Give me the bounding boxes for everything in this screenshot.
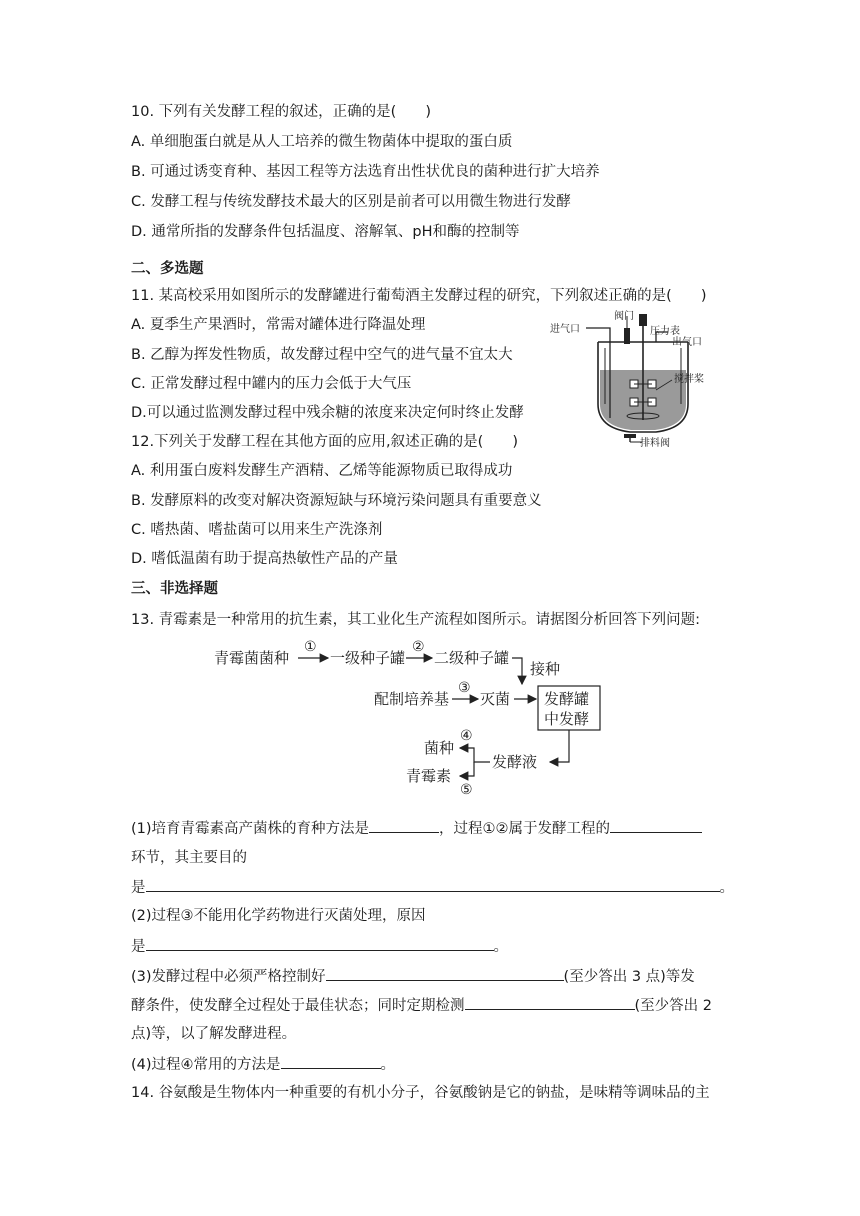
q10-option-d: D. 通常所指的发酵条件包括温度、溶解氧、pH和酶的控制等 xyxy=(131,224,520,240)
flow-step-2: ② xyxy=(412,639,425,655)
answer-blank-7[interactable] xyxy=(281,1054,381,1069)
flow-medium: 配制培养基 xyxy=(374,690,450,708)
flow-step-5: ⑤ xyxy=(460,782,473,798)
q10-stem: 10. 下列有关发酵工程的叙述，正确的是( ) xyxy=(131,104,431,120)
label-outlet: 出气口 xyxy=(672,337,702,348)
flow-step-1: ① xyxy=(304,639,317,655)
answer-blank-1[interactable] xyxy=(369,818,439,833)
flow-ferment-line1: 发酵罐 xyxy=(544,690,590,708)
q13-part3-line3: 点)等，以了解发酵进程。 xyxy=(131,1026,297,1042)
q13-part2-line1: (2)过程③不能用化学药物进行灭菌处理，原因 xyxy=(131,908,426,924)
answer-blank-4[interactable] xyxy=(146,936,494,951)
fermenter-figure xyxy=(550,308,740,450)
label-stirrer: 搅拌桨 xyxy=(674,374,704,385)
flow-inoculate: 接种 xyxy=(530,660,561,678)
flow-ferment-line2: 中发酵 xyxy=(544,710,590,728)
answer-blank-5[interactable] xyxy=(326,966,564,981)
label-inlet: 进气口 xyxy=(550,324,580,335)
q13-part3-line2: 酵条件，使发酵全过程处于最佳状态；同时定期检测 (至少答出 2 xyxy=(131,995,712,1016)
answer-blank-2[interactable] xyxy=(610,818,702,833)
q10-option-c: C. 发酵工程与传统发酵技术最大的区别是前者可以用微生物进行发酵 xyxy=(131,194,571,210)
q13-part1-line1: (1)培育青霉素高产菌株的育种方法是 ，过程①②属于发酵工程的 xyxy=(131,818,702,839)
flow-strain: 青霉菌菌种 xyxy=(214,649,290,667)
q11-stem: 11. 某高校采用如图所示的发酵罐进行葡萄酒主发酵过程的研究，下列叙述正确的是( ) xyxy=(131,288,707,304)
q10-option-b: B. 可通过诱变育种、基因工程等方法选育出性状优良的菌种进行扩大培养 xyxy=(131,164,600,180)
section-heading-nonchoice: 三、非选择题 xyxy=(131,581,218,597)
flow-step-4: ④ xyxy=(460,728,473,744)
q12-option-c: C. 嗜热菌、嗜盐菌可以用来生产洗涤剂 xyxy=(131,522,383,538)
q11-option-c: C. 正常发酵过程中罐内的压力会低于大气压 xyxy=(131,376,412,392)
q12-option-d: D. 嗜低温菌有助于提高热敏性产品的产量 xyxy=(131,551,398,567)
q13-part1-line3: 是 。 xyxy=(131,877,734,898)
q11-option-a: A. 夏季生产果酒时，常需对罐体进行降温处理 xyxy=(131,317,426,333)
flow-broth: 发酵液 xyxy=(492,753,538,771)
q13-stem: 13. 青霉素是一种常用的抗生素，其工业化生产流程如图所示。请据图分析回答下列问题: xyxy=(131,612,701,628)
q12-option-a: A. 利用蛋白废料发酵生产酒精、乙烯等能源物质已取得成功 xyxy=(131,463,513,479)
flow-penicillin: 青霉素 xyxy=(406,767,452,785)
label-drain: 排料阀 xyxy=(640,438,670,449)
label-valve: 阀门 xyxy=(614,311,634,322)
q12-stem: 12.下列关于发酵工程在其他方面的应用,叙述正确的是( ) xyxy=(131,434,518,450)
q12-option-b: B. 发酵原料的改变对解决资源短缺与环境污染问题具有重要意义 xyxy=(131,493,542,509)
q13-part2-line2: 是 。 xyxy=(131,936,508,957)
flow-seed-2: 二级种子罐 xyxy=(434,649,510,667)
q10-option-a: A. 单细胞蛋白就是从人工培养的微生物菌体中提取的蛋白质 xyxy=(131,134,513,150)
flow-sterilize: 灭菌 xyxy=(480,690,511,708)
q13-part3-line1: (3)发酵过程中必须严格控制好 (至少答出 3 点)等发 xyxy=(131,966,695,987)
q11-option-b: B. 乙醇为挥发性物质，故发酵过程中空气的进气量不宜太大 xyxy=(131,347,513,363)
label-gauge: 压力表 xyxy=(650,326,680,337)
flow-strain-out: 菌种 xyxy=(424,739,455,757)
penicillin-flow-diagram xyxy=(210,636,630,802)
q14-stem: 14. 谷氨酸是生物体内一种重要的有机小分子，谷氨酸钠是它的钠盐，是味精等调味品的主 xyxy=(131,1085,710,1101)
flow-step-3: ③ xyxy=(458,680,471,696)
answer-blank-3[interactable] xyxy=(146,877,720,892)
q13-part1-line2: 环节，其主要目的 xyxy=(131,850,247,866)
flow-seed-1: 一级种子罐 xyxy=(330,649,406,667)
section-heading-multi: 二、多选题 xyxy=(131,261,204,277)
answer-blank-6[interactable] xyxy=(465,995,635,1010)
q13-part4-line1: (4)过程④常用的方法是 。 xyxy=(131,1054,395,1075)
q11-option-d: D.可以通过监测发酵过程中残余糖的浓度来决定何时终止发酵 xyxy=(131,405,524,421)
